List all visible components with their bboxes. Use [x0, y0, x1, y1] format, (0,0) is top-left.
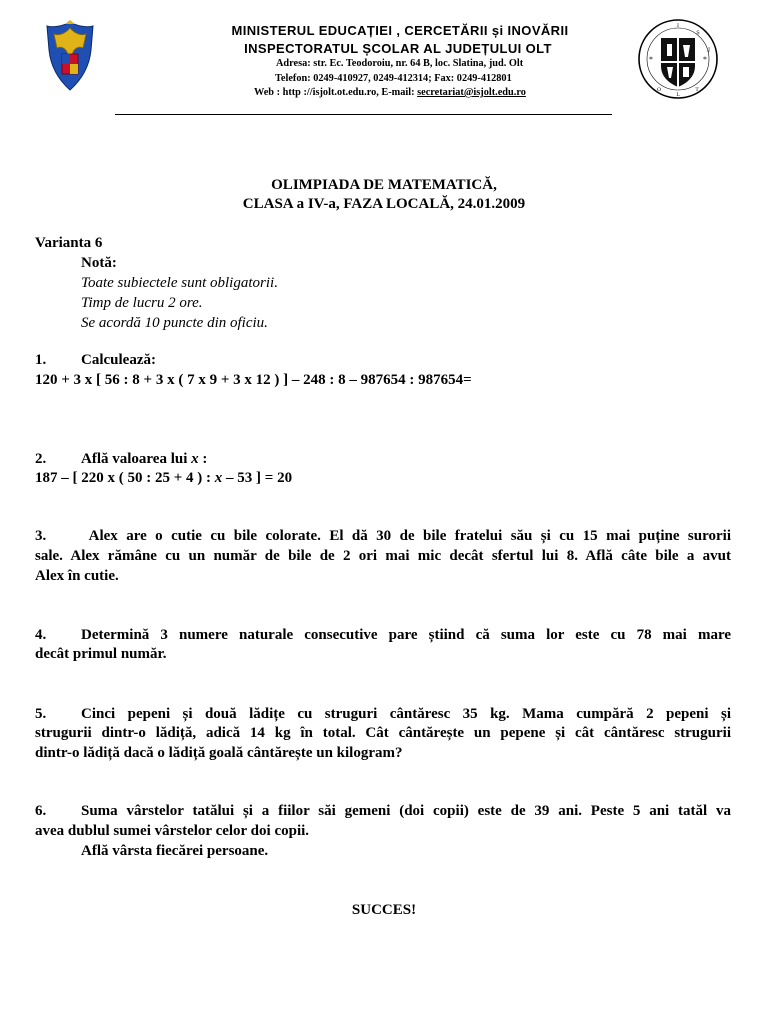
seal-letter: O: [656, 87, 662, 93]
problem-3: [35, 528, 731, 545]
web-label: Web : http ://isjolt.ot.edu.ro, E-mail:: [254, 87, 418, 98]
problem-text: Alex are o cutie cu bile colorate. El dă 30 de bile fratelui său și cu 15 mai puține surorii: [88, 528, 731, 544]
problem-text: Află vârsta fiecărei persoane.: [81, 843, 269, 859]
svg-text:*: *: [703, 55, 707, 64]
problem-text: strugurii dintr-o lădiță, adică 14 kg în total. Cât cântărește un pepene și cât cântăresc strugurii: [35, 725, 731, 741]
address-line: Adresa: str. Ec. Teodoroiu, nr. 64 B, loc. Slatina, jud. Olt: [276, 58, 524, 69]
problem-4: [35, 627, 731, 644]
problem-text: Cinci pepeni și două lădițe cu struguri cântăresc 35 kg. Mama cumpără 2 pepeni și: [81, 706, 731, 722]
problem-number: 1.: [35, 352, 47, 368]
note-label: Notă:: [81, 255, 117, 271]
seal-letter: Ș: [696, 30, 700, 36]
problem-number: 4.: [35, 627, 47, 643]
problem-text: Determină 3 numere naturale consecutive pare știind că suma lor este cu 78 mai mare: [81, 627, 731, 643]
problem-text: Află valoarea lui: [81, 451, 192, 467]
problem-2: [35, 451, 207, 468]
problem-number: 2.: [35, 451, 47, 467]
web-email-line: [254, 87, 526, 98]
ministry-name: MINISTERUL EDUCAȚIEI , CERCETĂRII și INOVĂRII: [231, 23, 569, 38]
problem-1: [35, 352, 156, 369]
equation-part: 187 – [ 220 x ( 50 : 25 + 4 ) :: [35, 470, 215, 486]
phone-line: Telefon: 0249-410927, 0249-412314; Fax: 0249-412801: [275, 73, 512, 84]
seal-letter: L: [676, 92, 680, 98]
problem-text: Calculează:: [81, 352, 156, 368]
seal-letter: J: [707, 47, 711, 53]
page-title: OLIMPIADA DE MATEMATICĂ,: [271, 177, 497, 193]
note-line: Se acordă 10 puncte din oficiu.: [81, 315, 268, 331]
equation-part: – 53 ] = 20: [222, 470, 293, 486]
problem-number: 5.: [35, 706, 47, 722]
problem-1-expression: 120 + 3 x [ 56 : 8 + 3 x ( 7 x 9 + 3 x 12 ) ] – 248 : 8 – 987654 : 987654=: [35, 372, 472, 388]
problem-text: dintr-o lădiță dacă o lădiță goală cântărește un kilogram?: [35, 745, 403, 761]
email-link[interactable]: secretariat@isjolt.edu.ro: [417, 87, 526, 98]
closing-text: SUCCES!: [351, 902, 417, 918]
note-line: Toate subiectele sunt obligatorii.: [81, 275, 278, 291]
problem-text: :: [198, 451, 208, 467]
problem-text: decât primul număr.: [35, 646, 167, 662]
header-divider: [115, 114, 612, 115]
problem-6: [35, 803, 731, 820]
problem-5: [35, 706, 731, 723]
note-line: Timp de lucru 2 ore.: [81, 295, 203, 311]
problem-number: 6.: [35, 803, 47, 819]
seal-letter: T: [695, 87, 699, 93]
seal-letter: I: [677, 23, 679, 29]
variable-x: x: [191, 451, 199, 467]
problem-text: Suma vârstelor tatălui și a fiilor săi gemeni (doi copii) este de 39 ani. Peste 5 ani tatăl va: [81, 803, 731, 819]
problem-text: avea dublul sumei vârstelor celor doi copii.: [35, 823, 310, 839]
problem-text: Alex în cutie.: [35, 568, 119, 584]
inspectorate-name: INSPECTORATUL ȘCOLAR AL JUDEȚULUI OLT: [244, 41, 552, 56]
problem-text: sale. Alex rămâne cu un număr de bile de 2 ori mai mic decât sfertul lui 8. Află câte bile a avut: [35, 548, 731, 564]
variable-x: x: [214, 470, 223, 486]
svg-text:*: *: [649, 55, 653, 64]
variant-label: Varianta 6: [35, 235, 103, 251]
problem-number: 3.: [35, 528, 47, 544]
problem-2-equation: [35, 470, 292, 487]
page-subtitle: CLASA a IV-a, FAZA LOCALĂ, 24.01.2009: [242, 196, 526, 212]
